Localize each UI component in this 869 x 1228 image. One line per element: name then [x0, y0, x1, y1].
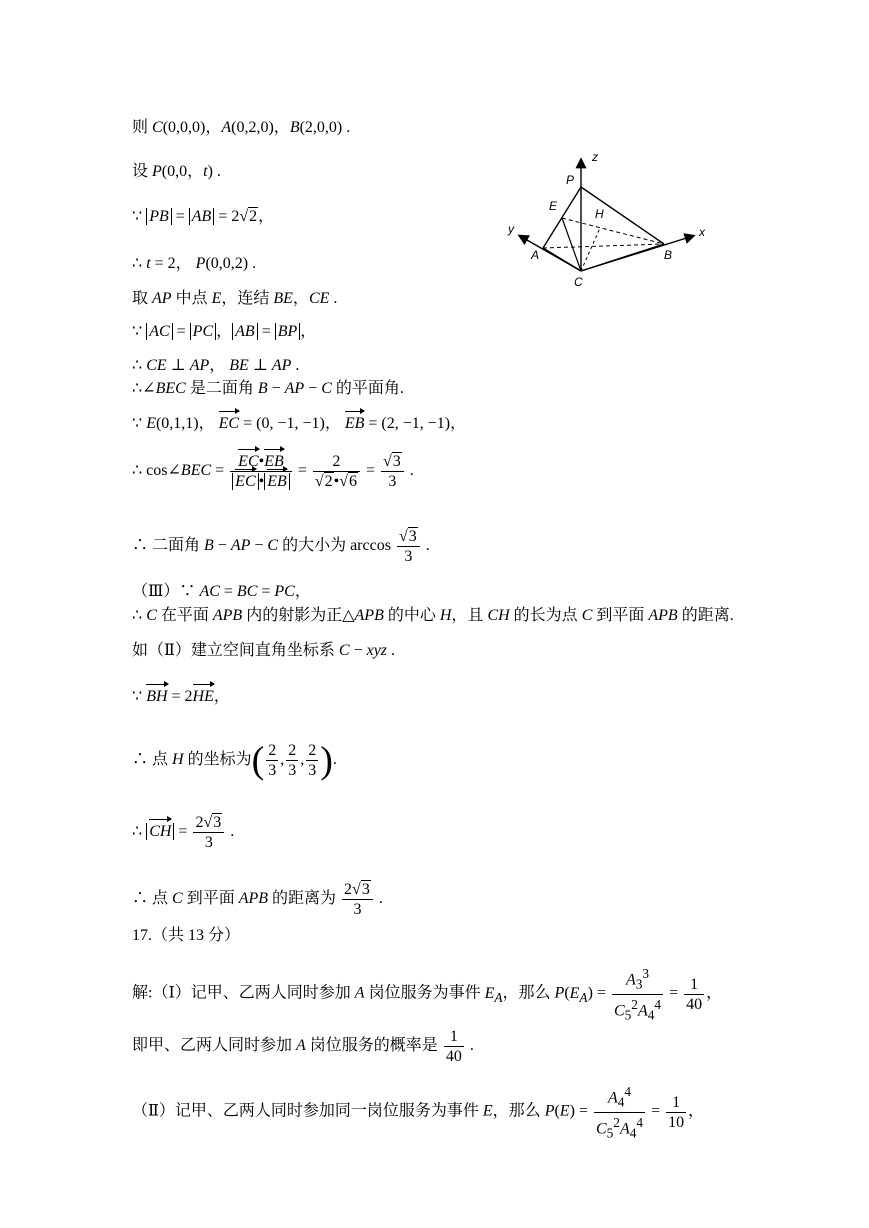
label-B: B [664, 248, 673, 262]
line-t-equals-2: ∴ t = 2， P(0,0,2) . [132, 255, 257, 272]
label-P: P [566, 173, 575, 187]
label-H: H [595, 207, 604, 221]
line-cos-BEC: ∴ cos∠BEC = $\frac{EC•EB}{EC • EB}$ = $\frac{2}{√2•√6}$ = $\frac{√3}{3}$ . [132, 453, 414, 490]
line-BH-2HE: ∵ BH = 2HE， [132, 688, 230, 705]
edge-AC [543, 248, 581, 271]
line-coordinate-system: 如（Ⅱ）建立空间直角坐标系 C − xyz . [132, 642, 396, 659]
line-set-P: 设 P(0,0，t) . [132, 163, 221, 180]
line-problem-17-heading: 17.（共 13 分） [132, 927, 241, 944]
edge-AB-hidden [543, 244, 664, 248]
line-AC-eq-PC: ∵ AC = PC ， AB = BP ， [132, 323, 317, 340]
label-E: E [549, 199, 558, 213]
line-part-II-probability: （Ⅱ）记甲、乙两人同时参加同一岗位服务为事件 E，那么 P(E) = $\frac{A_4^4}{C_5^2A_4^4}$ = $\frac{1}{10}$ ， [132, 1084, 705, 1141]
line-distance: ∴ 点 C 到平面 APB 的距离为 $\frac{2√3}{3}$ . [132, 881, 383, 918]
line-coordinates-ABC: 则 C(0,0,0)，A(0,2,0)，B(2,0,0) . [132, 119, 351, 136]
line-part-III: （Ⅲ）∵ AC = BC = PC， [132, 583, 311, 600]
label-x: x [699, 225, 705, 239]
line-arccos: ∴ 二面角 B − AP − C 的大小为 arccos $\frac{√3}{3}$ . [132, 528, 430, 565]
edge-PA [543, 187, 581, 248]
line-CH-length: ∴ CH = $\frac{2√3}{3}$ . [132, 814, 235, 851]
segment-EB-hidden [562, 218, 664, 244]
segment-EC [562, 218, 581, 271]
label-A: A [531, 248, 540, 262]
line-part-I-probability: 解:（Ⅰ）记甲、乙两人同时参加 A 岗位服务为事件 $E_A$，那么 $P(E_A)$ = $\frac{A_3^3}{C_5^2A_4^4}$ = $\frac{1}{40}$ ， [132, 966, 723, 1023]
label-y: y [508, 222, 514, 236]
edge-CB [581, 244, 664, 271]
segment-CH-hidden [581, 228, 600, 271]
line-midpoint-E: 取 AP 中点 E，连结 BE，CE . [132, 290, 338, 307]
label-C: C [574, 275, 583, 289]
line-H-coordinates: ∴ 点 H 的坐标为( $\frac{2}{3}$ , $\frac{2}{3}$ , $\frac{2}{3}$ ). [132, 739, 337, 782]
edge-PB [581, 187, 664, 244]
line-probability-result: 即甲、乙两人同时参加 A 岗位服务的概率是 $\frac{1}{40}$ . [132, 1028, 474, 1065]
line-PB-eq-AB: ∵ PB = AB = 2√2， [132, 208, 275, 225]
label-z: z [592, 150, 598, 164]
line-vectors-EC-EB: ∵ E(0,1,1)， EC = (0, −1, −1)， EB = (2, −1, −1)， [132, 415, 467, 432]
tetrahedron-figure [500, 150, 720, 300]
line-projection-H: ∴ C 在平面 APB 内的射影为正△APB 的中心 H，且 CH 的长为点 C 到平面 APB 的距离. [132, 607, 734, 624]
line-perpendicular: ∴ CE ⊥ AP， BE ⊥ AP . [132, 357, 300, 374]
line-dihedral-angle: ∴∠BEC 是二面角 B − AP − C 的平面角. [132, 380, 404, 397]
